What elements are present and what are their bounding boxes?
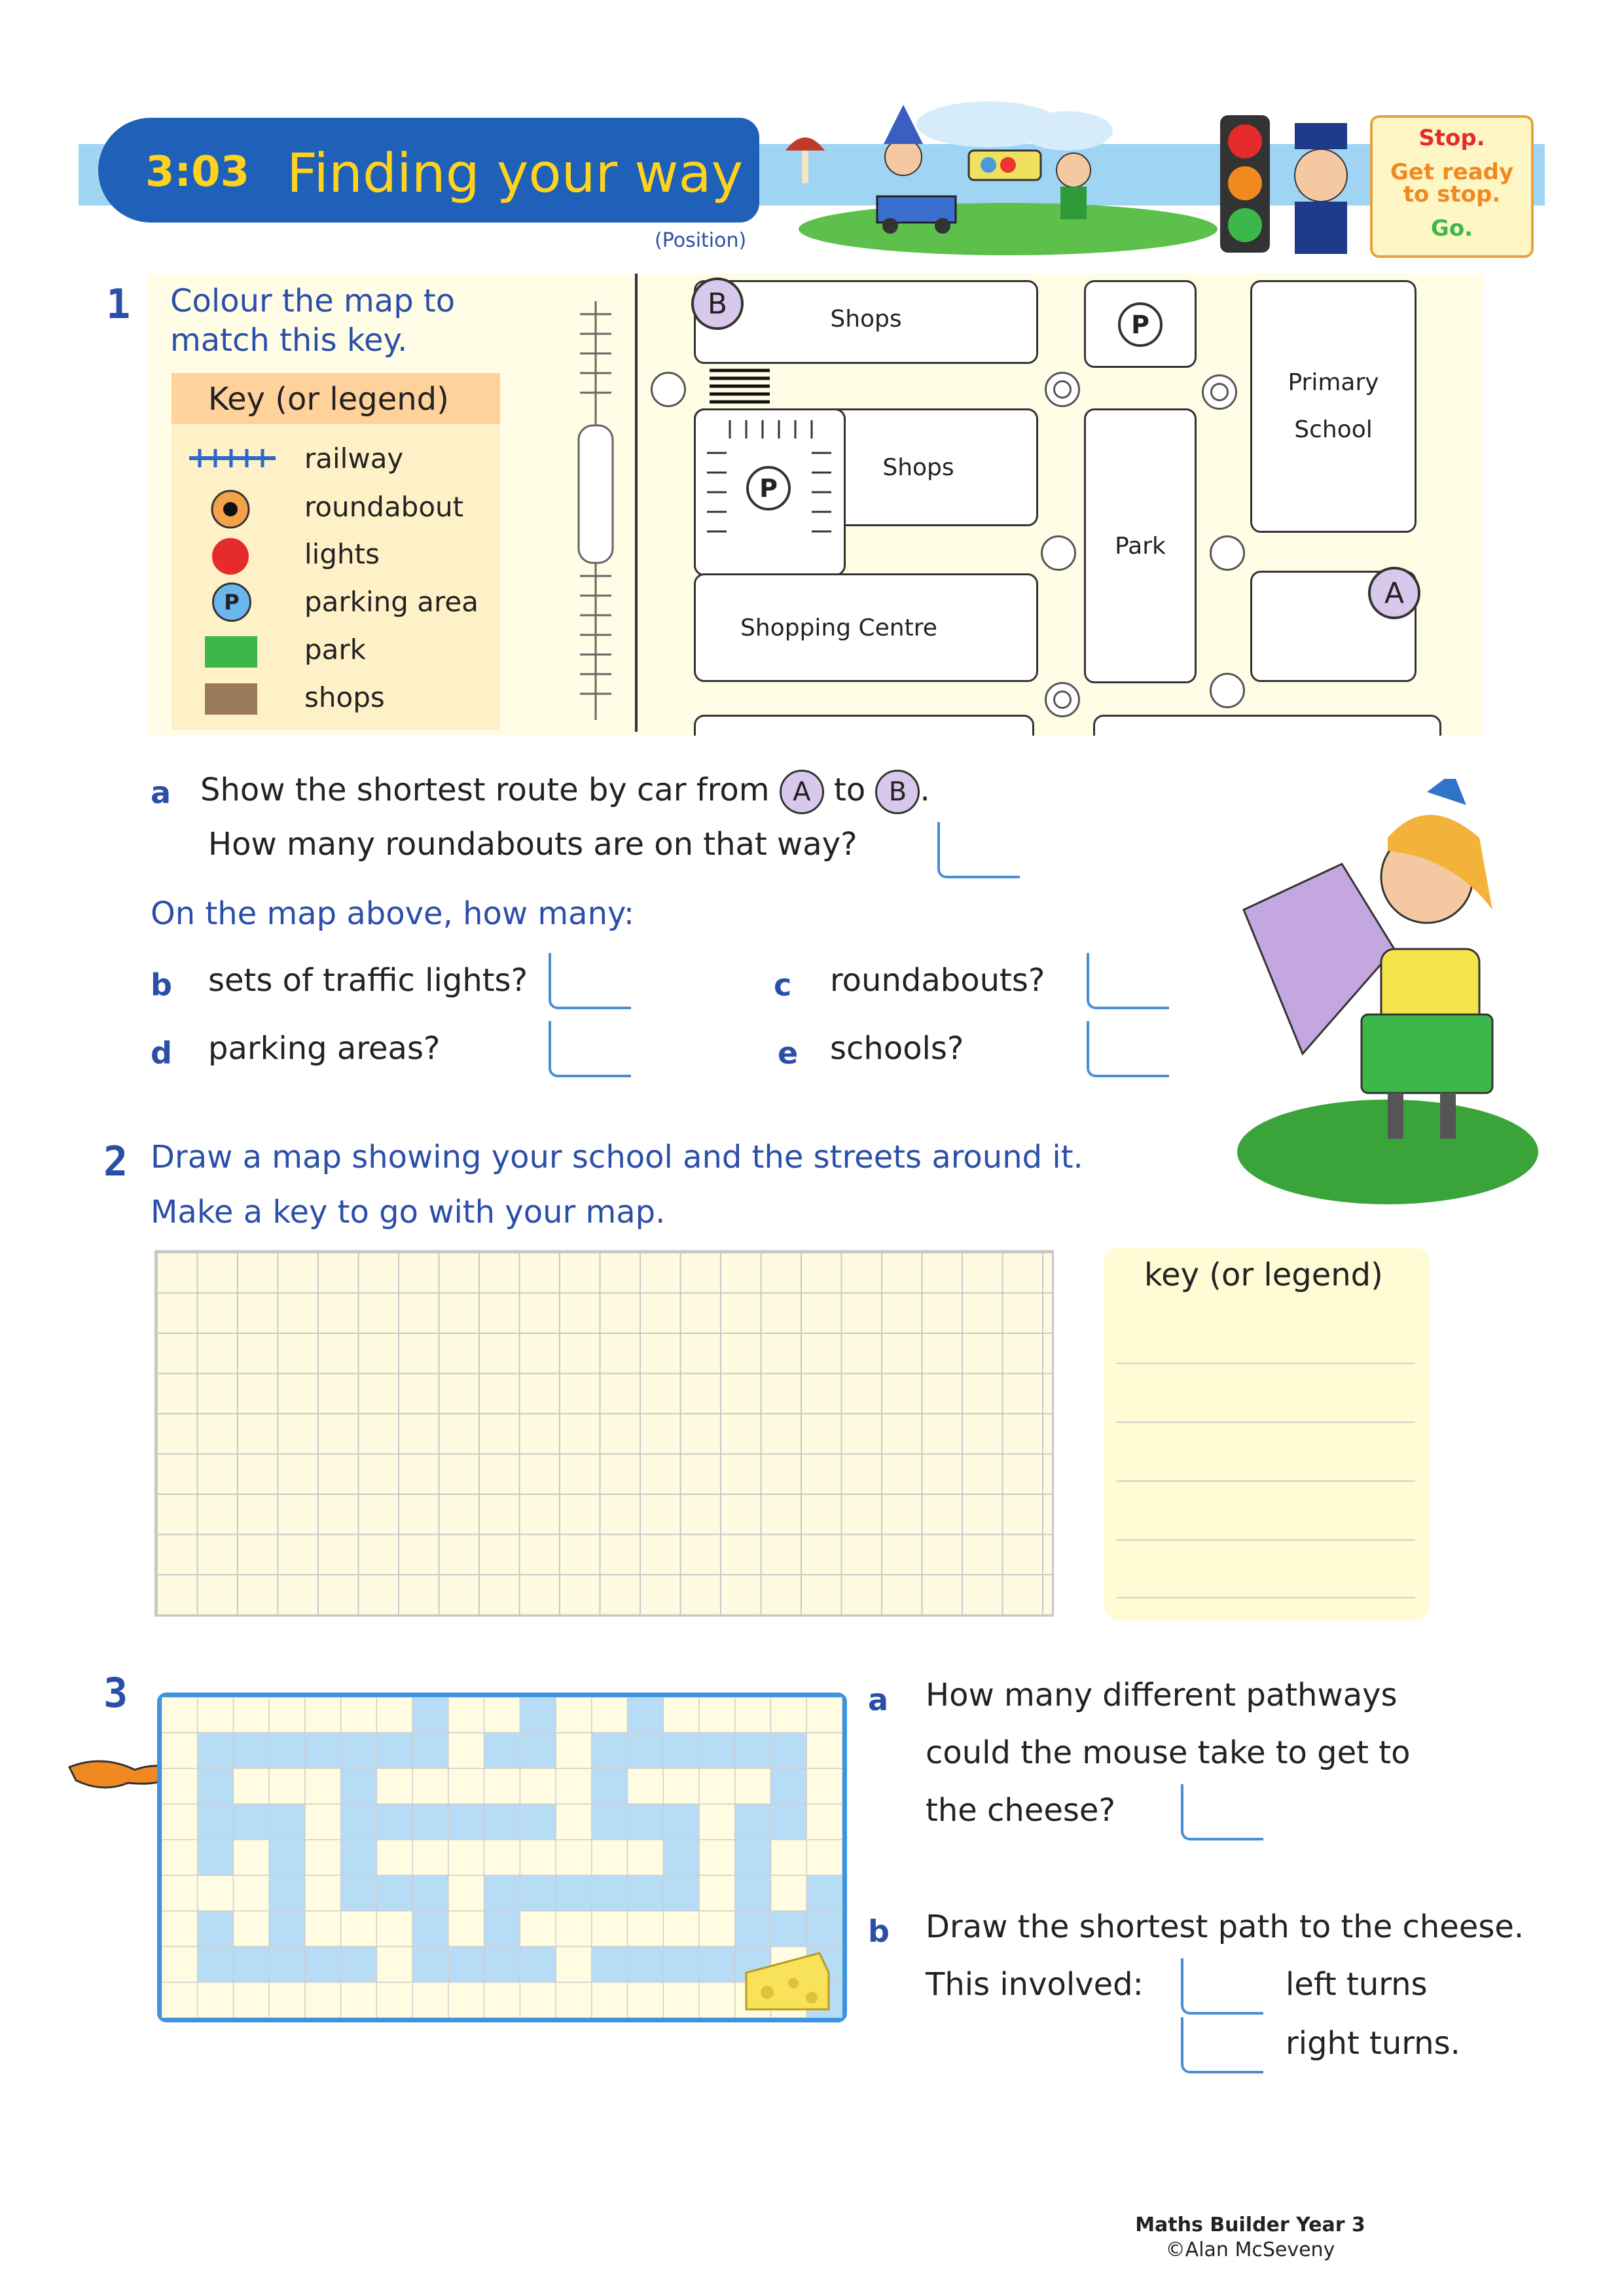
maze-cell bbox=[771, 1697, 807, 1732]
maze-cell bbox=[484, 1875, 520, 1910]
map-roundabout bbox=[1210, 673, 1245, 708]
maze-cell bbox=[162, 1840, 198, 1875]
maze-cell bbox=[484, 1982, 520, 2018]
q1-instruction-line2: match this key. bbox=[170, 322, 408, 359]
maze-cell bbox=[233, 1840, 269, 1875]
q1a-to: to bbox=[834, 772, 866, 808]
maze-cell bbox=[448, 1982, 484, 2018]
maze-cell bbox=[198, 1697, 234, 1732]
maze-cell bbox=[663, 1911, 699, 1946]
map-label-school-2: School bbox=[1294, 416, 1373, 443]
parking-icon: P bbox=[212, 583, 251, 622]
page-title: Finding your way bbox=[287, 143, 744, 205]
maze-cell bbox=[735, 1768, 771, 1804]
legend-label-lights: lights bbox=[304, 538, 380, 570]
footer-author: ©Alan McSeveny bbox=[1165, 2238, 1335, 2261]
maze-cell bbox=[628, 1768, 664, 1804]
header-cartoon-illustration bbox=[772, 98, 1218, 255]
maze-cell bbox=[592, 1768, 628, 1804]
maze-cell bbox=[198, 1768, 234, 1804]
q3b-line1: Draw the shortest path to the cheese. bbox=[926, 1909, 1525, 1945]
sign-stop: Stop. bbox=[1418, 125, 1485, 151]
maze-cell bbox=[699, 1697, 735, 1732]
maze-cell bbox=[305, 1840, 341, 1875]
maze-cell bbox=[162, 1875, 198, 1910]
maze-cell bbox=[699, 1875, 735, 1910]
maze-cell bbox=[198, 1732, 234, 1768]
maze-cell bbox=[448, 1804, 484, 1839]
q2-key-panel bbox=[1104, 1247, 1430, 1621]
maze-cell bbox=[484, 1946, 520, 1982]
maze-cell bbox=[305, 1697, 341, 1732]
q1a-period: . bbox=[920, 772, 930, 808]
maze-cell bbox=[305, 1875, 341, 1910]
maze-cell bbox=[269, 1875, 305, 1910]
key-writing-line[interactable] bbox=[1117, 1539, 1415, 1541]
map-roundabout bbox=[1041, 535, 1076, 571]
maze-cell bbox=[448, 1946, 484, 1982]
maze-cell bbox=[735, 1911, 771, 1946]
maze-cell bbox=[806, 1732, 842, 1768]
q1e-answer-box[interactable] bbox=[1087, 1021, 1169, 1077]
maze-cell bbox=[520, 1946, 556, 1982]
maze-cell bbox=[305, 1804, 341, 1839]
maze-cell bbox=[341, 1840, 377, 1875]
key-writing-line[interactable] bbox=[1117, 1597, 1415, 1598]
railway-icon bbox=[187, 445, 278, 471]
maze-cell bbox=[341, 1768, 377, 1804]
maze-cell bbox=[735, 1804, 771, 1839]
maze-cell bbox=[663, 1697, 699, 1732]
maze-cell bbox=[520, 1875, 556, 1910]
map-label-shops-middle: Shops bbox=[882, 454, 954, 481]
maze-cell bbox=[269, 1982, 305, 2018]
map-roundabout bbox=[1045, 372, 1080, 407]
maze-cell bbox=[556, 1911, 592, 1946]
maze-cell bbox=[376, 1732, 412, 1768]
page-subtitle: (Position) bbox=[655, 229, 747, 252]
map-roundabout bbox=[1210, 535, 1245, 571]
maze-cell bbox=[269, 1911, 305, 1946]
maze-cell bbox=[233, 1697, 269, 1732]
q1d-text: parking areas? bbox=[208, 1030, 441, 1067]
sign-ready-1: Get ready bbox=[1390, 159, 1514, 185]
maze-cell bbox=[269, 1840, 305, 1875]
maze-cell bbox=[592, 1875, 628, 1910]
maze-cell bbox=[341, 1982, 377, 2018]
maze-cell bbox=[412, 1840, 448, 1875]
maze-cell bbox=[556, 1840, 592, 1875]
maze-cell bbox=[448, 1911, 484, 1946]
maze-cell bbox=[484, 1732, 520, 1768]
maze-cell bbox=[198, 1946, 234, 1982]
maze-cell bbox=[699, 1911, 735, 1946]
maze-cell bbox=[412, 1768, 448, 1804]
maze-cell bbox=[556, 1875, 592, 1910]
maze-cell bbox=[556, 1982, 592, 2018]
maze-cell bbox=[162, 1697, 198, 1732]
legend-label-parking: parking area bbox=[304, 586, 478, 618]
maze-cell bbox=[412, 1982, 448, 2018]
maze-cell bbox=[341, 1804, 377, 1839]
maze-cell bbox=[663, 1732, 699, 1768]
map-crossing-stripes bbox=[707, 368, 772, 404]
maze-cell bbox=[162, 1982, 198, 2018]
maze-cell bbox=[233, 1804, 269, 1839]
roundabout-icon bbox=[209, 488, 251, 530]
maze-cell bbox=[663, 1875, 699, 1910]
maze-cell bbox=[556, 1946, 592, 1982]
map-block-shops-top bbox=[694, 280, 1038, 364]
maze-cell bbox=[412, 1875, 448, 1910]
map-roundabout bbox=[651, 372, 686, 407]
footer-book-title: Maths Builder Year 3 bbox=[1135, 2214, 1365, 2236]
map-point-b: B bbox=[691, 278, 744, 330]
q1a-circle-b: B bbox=[875, 770, 920, 814]
q2-key-title: key (or legend) bbox=[1144, 1257, 1383, 1293]
maze-cell bbox=[412, 1697, 448, 1732]
q1a-answer-box[interactable] bbox=[937, 822, 1020, 878]
q3b-right-turns-box[interactable] bbox=[1181, 2017, 1263, 2073]
maze-cell bbox=[233, 1982, 269, 2018]
maze-cell bbox=[233, 1875, 269, 1910]
maze-cell bbox=[162, 1911, 198, 1946]
maze-cell bbox=[628, 1982, 664, 2018]
maze-cell bbox=[198, 1911, 234, 1946]
map-block-park bbox=[1084, 408, 1197, 683]
maze-cell bbox=[806, 1875, 842, 1910]
maze-cell bbox=[592, 1840, 628, 1875]
maze-cell bbox=[198, 1875, 234, 1910]
q3a-line1: How many different pathways bbox=[926, 1677, 1398, 1713]
q1-instruction-line1: Colour the map to bbox=[170, 283, 456, 319]
maze-cell bbox=[771, 1732, 807, 1768]
map-label-shopping-centre: Shopping Centre bbox=[740, 614, 937, 641]
maze-cell bbox=[305, 1946, 341, 1982]
legend-label-park: park bbox=[304, 634, 366, 666]
q3a-answer-box[interactable] bbox=[1181, 1784, 1263, 1840]
maze-cell bbox=[592, 1804, 628, 1839]
q3b-right-turns-label: right turns. bbox=[1286, 2025, 1460, 2062]
q1b-answer-box[interactable] bbox=[549, 953, 631, 1009]
maze-cell bbox=[735, 1697, 771, 1732]
maze-cell bbox=[233, 1911, 269, 1946]
maze-cell bbox=[771, 1875, 807, 1910]
park-swatch bbox=[205, 636, 257, 668]
maze-cell bbox=[520, 1982, 556, 2018]
maze-cell bbox=[628, 1697, 664, 1732]
maze-cell bbox=[628, 1875, 664, 1910]
maze-cell bbox=[484, 1804, 520, 1839]
key-writing-line[interactable] bbox=[1117, 1363, 1415, 1364]
legend-title: Key (or legend) bbox=[208, 381, 449, 418]
q1b-letter: b bbox=[151, 967, 172, 1003]
q1d-letter: d bbox=[151, 1035, 172, 1071]
map-boundary-line bbox=[635, 274, 638, 732]
maze-cell bbox=[198, 1804, 234, 1839]
maze-cell bbox=[484, 1768, 520, 1804]
maze-cell bbox=[699, 1768, 735, 1804]
maze-cell bbox=[484, 1840, 520, 1875]
maze-cell bbox=[269, 1946, 305, 1982]
maze-cell bbox=[592, 1982, 628, 2018]
q1a-text-line2: How many roundabouts are on that way? bbox=[208, 826, 857, 863]
cheese-icon bbox=[741, 1946, 833, 2012]
maze-cell bbox=[484, 1697, 520, 1732]
lights-icon bbox=[211, 537, 250, 576]
maze-cell bbox=[305, 1768, 341, 1804]
maze-cell bbox=[556, 1732, 592, 1768]
maze-cell bbox=[520, 1768, 556, 1804]
q1a-text-1: Show the shortest route by car from bbox=[200, 772, 770, 808]
maze-cell bbox=[628, 1840, 664, 1875]
maze-cell bbox=[162, 1946, 198, 1982]
maze-cell bbox=[376, 1804, 412, 1839]
sign-ready-2: to stop. bbox=[1403, 181, 1501, 207]
maze-cell bbox=[628, 1804, 664, 1839]
maze-cell bbox=[663, 1946, 699, 1982]
sign-go: Go. bbox=[1430, 215, 1473, 242]
maze-cell bbox=[448, 1875, 484, 1910]
q3b-line2: This involved: bbox=[926, 1966, 1144, 2003]
maze-cell bbox=[735, 1875, 771, 1910]
q1e-letter: e bbox=[778, 1035, 799, 1071]
question-2-number: 2 bbox=[103, 1138, 128, 1185]
key-writing-line[interactable] bbox=[1117, 1422, 1415, 1423]
q1a-letter: a bbox=[151, 775, 171, 810]
drawing-grid[interactable] bbox=[154, 1250, 1054, 1617]
q1c-letter: c bbox=[774, 967, 792, 1003]
q1d-answer-box[interactable] bbox=[549, 1021, 631, 1077]
key-writing-line[interactable] bbox=[1117, 1480, 1415, 1482]
shops-swatch bbox=[205, 683, 257, 715]
map-railway-track bbox=[569, 301, 622, 720]
map-label-school-1: Primary bbox=[1288, 369, 1379, 396]
maze-grid bbox=[162, 1697, 842, 2018]
maze-cell bbox=[520, 1911, 556, 1946]
maze-cell bbox=[341, 1875, 377, 1910]
maze-cell bbox=[556, 1804, 592, 1839]
q3b-left-turns-label: left turns bbox=[1286, 1966, 1428, 2003]
maze-cell bbox=[663, 1982, 699, 2018]
legend-label-shops: shops bbox=[304, 681, 385, 713]
maze-cell bbox=[341, 1911, 377, 1946]
map-point-a: A bbox=[1368, 567, 1420, 619]
map-label-park: Park bbox=[1115, 532, 1166, 560]
maze-cell bbox=[448, 1697, 484, 1732]
maze-cell bbox=[520, 1732, 556, 1768]
maze-cell bbox=[556, 1697, 592, 1732]
maze-cell bbox=[771, 1840, 807, 1875]
maze-cell bbox=[663, 1768, 699, 1804]
q1-sub-heading: On the map above, how many: bbox=[151, 895, 635, 932]
q1a-circle-a: A bbox=[780, 770, 824, 814]
maze-cell bbox=[592, 1946, 628, 1982]
maze-cell bbox=[269, 1732, 305, 1768]
maze-cell bbox=[412, 1804, 448, 1839]
maze-cell bbox=[806, 1804, 842, 1839]
maze-cell bbox=[699, 1804, 735, 1839]
map-block-shopping-centre bbox=[694, 573, 1038, 682]
traffic-light-illustration bbox=[1216, 110, 1367, 260]
maze-cell bbox=[520, 1804, 556, 1839]
maze-cell bbox=[448, 1768, 484, 1804]
map-label-shops-top: Shops bbox=[830, 306, 902, 332]
maze-cell bbox=[305, 1732, 341, 1768]
maze-cell bbox=[233, 1768, 269, 1804]
maze-cell bbox=[771, 1911, 807, 1946]
maze-cell bbox=[592, 1911, 628, 1946]
legend-label-railway: railway bbox=[304, 442, 404, 475]
maze-cell bbox=[412, 1946, 448, 1982]
maze-cell bbox=[305, 1911, 341, 1946]
maze-cell bbox=[771, 1768, 807, 1804]
q1b-text: sets of traffic lights? bbox=[208, 962, 528, 999]
q3a-line2: could the mouse take to get to bbox=[926, 1734, 1411, 1771]
maze-cell bbox=[699, 1946, 735, 1982]
map-bottom-mask bbox=[147, 736, 1483, 762]
maze-cell bbox=[806, 1697, 842, 1732]
section-code: 3:03 bbox=[145, 148, 250, 196]
q3a-line3: the cheese? bbox=[926, 1792, 1115, 1829]
q2-line2: Make a key to go with your map. bbox=[151, 1194, 666, 1230]
maze-cell bbox=[412, 1911, 448, 1946]
maze-cell bbox=[341, 1946, 377, 1982]
q3b-left-turns-box[interactable] bbox=[1181, 1958, 1263, 2015]
maze-cell bbox=[376, 1875, 412, 1910]
maze-cell bbox=[448, 1732, 484, 1768]
maze-cell bbox=[305, 1982, 341, 2018]
maze-cell bbox=[376, 1697, 412, 1732]
maze-cell bbox=[735, 1732, 771, 1768]
maze-cell bbox=[592, 1697, 628, 1732]
maze-cell bbox=[771, 1804, 807, 1839]
maze-cell bbox=[269, 1804, 305, 1839]
q1c-answer-box[interactable] bbox=[1087, 953, 1169, 1009]
maze-cell bbox=[269, 1768, 305, 1804]
maze-cell bbox=[341, 1697, 377, 1732]
legend-label-roundabout: roundabout bbox=[304, 491, 464, 523]
map-parking-symbol-top: P bbox=[1118, 302, 1163, 347]
question-1-number: 1 bbox=[106, 280, 131, 328]
maze-cell bbox=[628, 1911, 664, 1946]
maze-cell bbox=[735, 1840, 771, 1875]
maze-cell bbox=[341, 1732, 377, 1768]
girl-with-map-illustration bbox=[1231, 779, 1545, 1211]
maze-cell bbox=[806, 1911, 842, 1946]
maze-cell bbox=[520, 1697, 556, 1732]
maze-cell bbox=[198, 1982, 234, 2018]
maze-cell bbox=[412, 1732, 448, 1768]
maze-cell bbox=[376, 1840, 412, 1875]
maze-cell bbox=[376, 1911, 412, 1946]
maze-cell bbox=[484, 1911, 520, 1946]
map-roundabout bbox=[1045, 682, 1080, 717]
q1c-text: roundabouts? bbox=[830, 962, 1045, 999]
map-roundabout bbox=[1202, 374, 1237, 410]
maze-cell bbox=[269, 1697, 305, 1732]
maze-cell bbox=[448, 1840, 484, 1875]
q1a-text-line1 bbox=[200, 770, 930, 814]
maze-cell bbox=[162, 1804, 198, 1839]
maze-cell bbox=[806, 1840, 842, 1875]
maze-cell bbox=[520, 1840, 556, 1875]
maze-cell bbox=[628, 1946, 664, 1982]
maze-cell bbox=[198, 1840, 234, 1875]
q3b-letter: b bbox=[868, 1914, 890, 1949]
maze-cell bbox=[699, 1840, 735, 1875]
map-block-primary-school bbox=[1250, 280, 1416, 533]
traffic-light-key-sign bbox=[1370, 115, 1534, 258]
maze-cell bbox=[162, 1732, 198, 1768]
maze-cell bbox=[376, 1946, 412, 1982]
maze-cell bbox=[592, 1732, 628, 1768]
map-parking-symbol-centre: P bbox=[746, 466, 791, 511]
maze-cell bbox=[556, 1768, 592, 1804]
q1e-text: schools? bbox=[830, 1030, 964, 1067]
maze-cell bbox=[162, 1768, 198, 1804]
maze-cell bbox=[628, 1732, 664, 1768]
maze-cell bbox=[233, 1946, 269, 1982]
maze-cell bbox=[663, 1804, 699, 1839]
maze-cell bbox=[376, 1768, 412, 1804]
maze-cell bbox=[376, 1982, 412, 2018]
maze-cell bbox=[233, 1732, 269, 1768]
maze-cell bbox=[699, 1732, 735, 1768]
maze-cell bbox=[663, 1840, 699, 1875]
maze-cell bbox=[806, 1768, 842, 1804]
maze-cell bbox=[699, 1982, 735, 2018]
question-3-number: 3 bbox=[103, 1669, 128, 1717]
q2-line1: Draw a map showing your school and the streets around it. bbox=[151, 1139, 1083, 1175]
q3a-letter: a bbox=[868, 1682, 889, 1717]
